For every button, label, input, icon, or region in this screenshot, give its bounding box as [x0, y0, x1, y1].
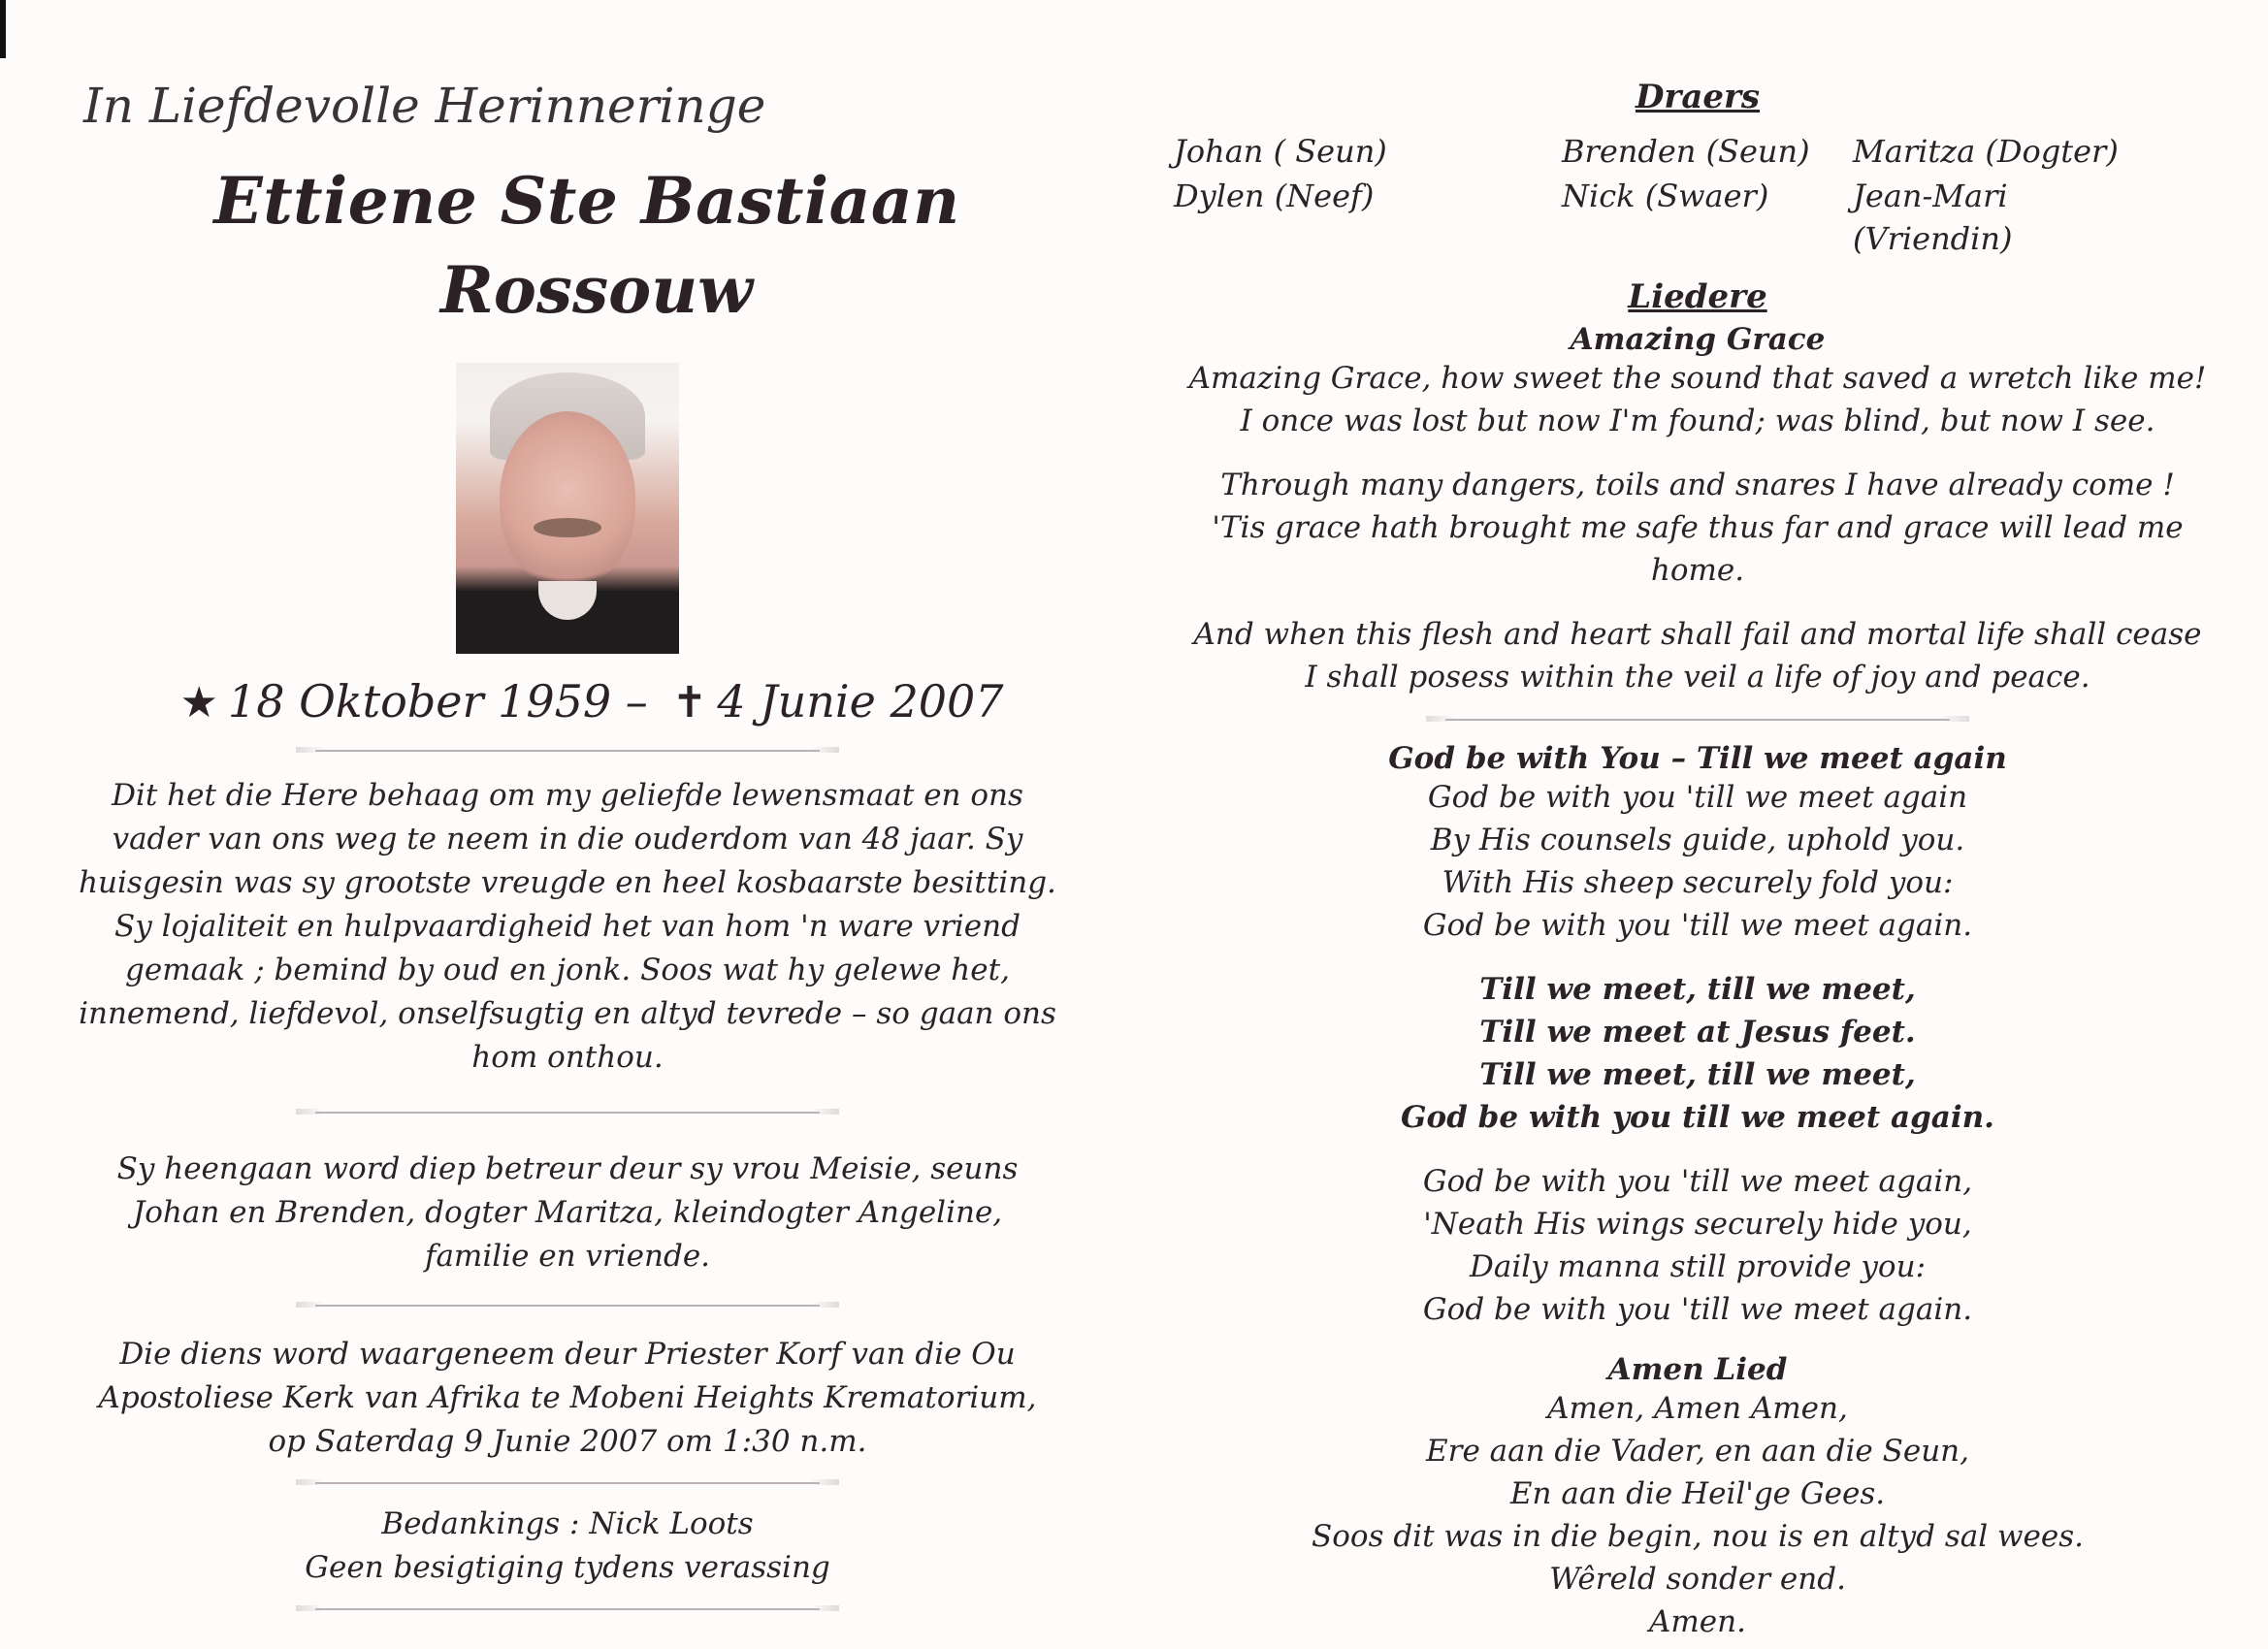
- hymn-line: Amazing Grace, how sweet the sound that saved a wretch like me!: [1188, 361, 2207, 396]
- bearer: Dylen (Neef): [1174, 178, 1375, 214]
- hymn-line: Ere aan die Vader, en aan die Seun,: [1426, 1434, 1969, 1469]
- deceased-name-first: Ettiene Ste Bastiaan: [213, 163, 960, 239]
- tribute-paragraph: Dit het die Here behaag om my geliefde lewensmaat en ons vader van ons weg te neem in die ouderdom van 48 jaar. Sy huisgesin was sy grootste vreugde en heel kosbaarste besitting. Sy lojaliteit en hulpvaardigheid het van hom 'n ware vriend gemaak ; bemind by oud en jonk. Soos wat hy gelewe het, innemend, liefdevol, onselfsugtig en altyd tevrede – so gaan ons hom onthou.: [79, 778, 1056, 1075]
- life-dates: [58, 675, 1077, 728]
- hymn-title: Amen Lied: [1607, 1352, 1788, 1387]
- bearer: Nick (Swaer): [1562, 178, 1769, 214]
- bearer: Maritza (Dogter): [1853, 133, 2119, 170]
- star-icon: ★: [179, 678, 218, 728]
- hymn-title: Amazing Grace: [1570, 322, 1826, 357]
- left-page: [58, 68, 1077, 1633]
- hymn-stanza: [1174, 357, 2221, 442]
- bearer: Brenden (Seun): [1562, 133, 1810, 170]
- hymn-stanza: [1174, 613, 2221, 698]
- portrait-photo: [456, 363, 679, 654]
- viewing-note: Geen besigtiging tydens verassing: [305, 1550, 830, 1585]
- deceased-name-surname: Rossouw: [439, 252, 753, 328]
- death-date: 4 Junie 2007: [717, 675, 1004, 728]
- thanks-line: Bedankings : Nick Loots: [381, 1506, 754, 1541]
- divider: [296, 1107, 839, 1118]
- hymn-stanza: [1174, 1387, 2221, 1643]
- hymn-line: Daily manna still provide you:: [1469, 1249, 1927, 1284]
- bearers-list: [1174, 130, 2221, 260]
- hymn-line: God be with you 'till we meet again: [1427, 780, 1968, 815]
- hymn-line: 'Tis grace hath brought me safe thus far and grace will lead me home.: [1212, 510, 2184, 588]
- divider: [296, 745, 839, 757]
- hymn-stanza: [1174, 776, 2221, 947]
- hymn-line: God be with you 'till we meet again.: [1422, 1292, 1973, 1327]
- hymn-line: 'Neath His wings securely hide you,: [1423, 1207, 1972, 1242]
- right-page: [1174, 68, 2221, 1643]
- hymn-line: Till we meet, till we meet,: [1479, 1057, 1916, 1092]
- bearer: Johan ( Seun): [1174, 133, 1387, 170]
- hymn-line: With His sheep securely fold you:: [1442, 865, 1954, 900]
- hymn-chorus: [1174, 968, 2221, 1139]
- bearer: Jean-Mari (Vriendin): [1853, 178, 2013, 257]
- hymn-line: Amen.: [1649, 1604, 1746, 1639]
- divider: [296, 1603, 839, 1615]
- mourners-paragraph: Sy heengaan word diep betreur deur sy vrou Meisie, seuns Johan en Brenden, dogter Maritza, kleindogter Angeline, familie en vriende.: [116, 1151, 1019, 1274]
- hymn-line: Amen, Amen Amen,: [1547, 1391, 1848, 1426]
- hymn-line: Soos dit was in die begin, nou is en altyd sal wees.: [1312, 1519, 2084, 1554]
- divider: [296, 1300, 839, 1311]
- hymn-line: I once was lost but now I'm found; was blind, but now I see.: [1240, 404, 2155, 438]
- hymn-line: God be with you 'till we meet again.: [1422, 908, 1973, 943]
- bearers-title: Draers: [1635, 78, 1761, 116]
- scan-edge-mark: [0, 0, 6, 58]
- hymn-line: I shall posess within the veil a life of joy and peace.: [1305, 660, 2090, 695]
- hymn-title: God be with You – Till we meet again: [1388, 741, 2007, 776]
- hymn-line: And when this flesh and heart shall fail and mortal life shall cease: [1193, 617, 2202, 652]
- divider: [1426, 714, 1969, 726]
- hymn-line: Till we meet, till we meet,: [1479, 972, 1916, 1007]
- divider: [296, 1477, 839, 1489]
- birth-date: 18 Oktober 1959 –: [227, 675, 648, 728]
- hymn-line: By His counsels guide, uphold you.: [1430, 823, 1965, 857]
- hymn-line: Wêreld sonder end.: [1549, 1562, 1846, 1597]
- hymn-line: Through many dangers, toils and snares I have already come !: [1220, 468, 2175, 502]
- hymn-stanza: [1174, 1160, 2221, 1331]
- hymn-stanza: [1174, 464, 2221, 592]
- cross-icon: ✝: [671, 678, 708, 728]
- songs-title: Liedere: [1628, 277, 1767, 316]
- hymn-line: God be with you 'till we meet again,: [1422, 1164, 1973, 1199]
- hymn-line: Till we meet at Jesus feet.: [1479, 1015, 1916, 1050]
- memorial-heading: In Liefdevolle Herinneringe: [83, 78, 766, 134]
- service-paragraph: Die diens word waargeneem deur Priester Korf van die Ou Apostoliese Kerk van Afrika te Mobeni Heights Krematorium, op Saterdag 9 Junie 2007 om 1:30 n.m.: [98, 1337, 1037, 1459]
- hymn-line: God be with you till we meet again.: [1401, 1100, 1994, 1135]
- hymn-line: En aan die Heil'ge Gees.: [1509, 1476, 1886, 1511]
